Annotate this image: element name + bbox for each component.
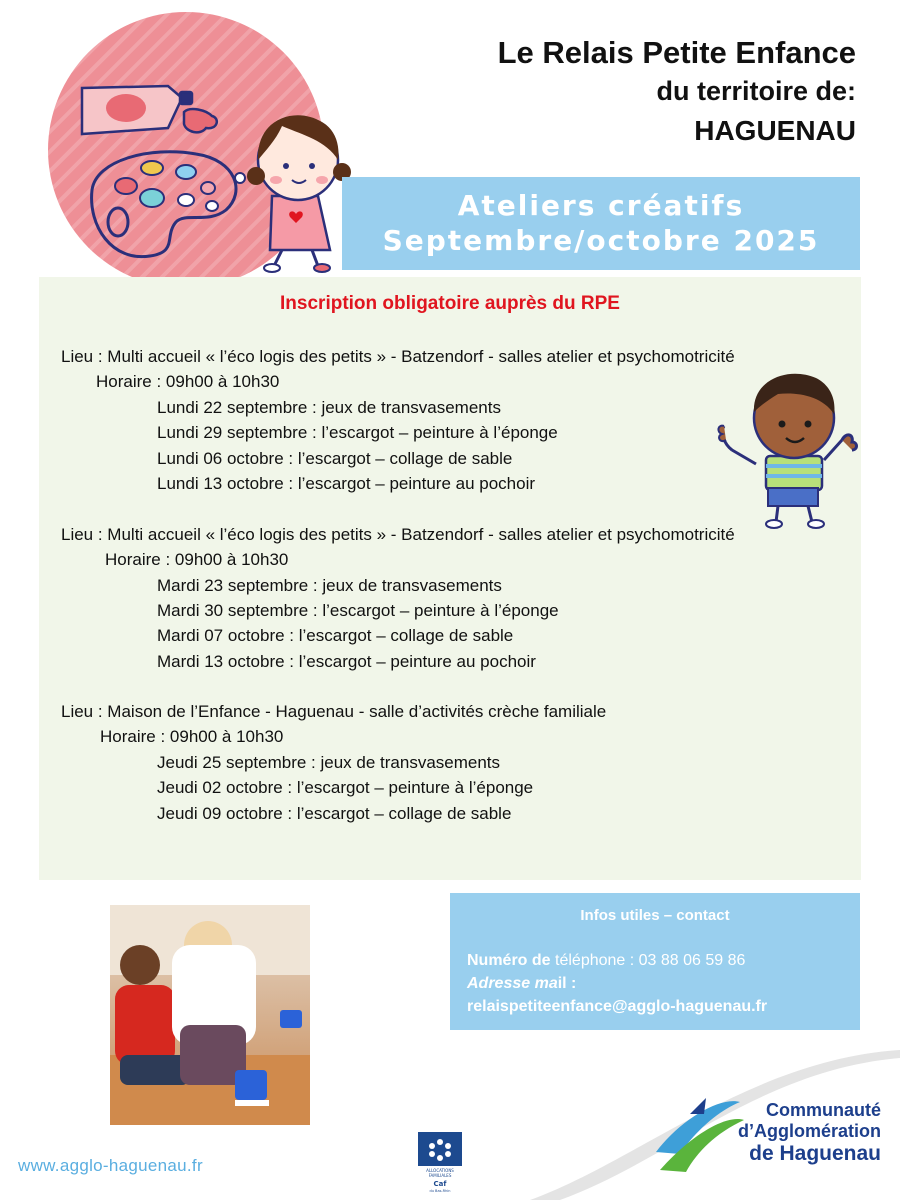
paint-palette-icon <box>0 0 360 290</box>
caf-logo <box>418 1132 462 1194</box>
boy-illustration <box>712 360 862 530</box>
caf-text-1: ALLOCATIONS <box>426 1168 454 1173</box>
mail-label-rest: il : <box>557 975 577 992</box>
banner-title: Ateliers créatifs <box>457 189 745 222</box>
caf-text-3: Caf <box>433 1180 447 1188</box>
header-title: Le Relais Petite Enfance <box>497 35 856 70</box>
mail-label: Adresse ma <box>467 975 558 992</box>
agglo-name <box>738 1100 881 1166</box>
session-2-atelier: Mardi 13 octobre : l’escargot – peinture au pochoir <box>157 652 536 671</box>
children-activity-photo <box>110 905 310 1125</box>
session-3-atelier: Jeudi 02 octobre : l’escargot – peinture à l’éponge <box>157 778 534 797</box>
phone-label: Numéro de <box>467 952 551 969</box>
agglo-line-2: d’Agglomération <box>738 1121 881 1141</box>
header-subtitle: du territoire de: <box>656 76 856 106</box>
session-1-horaire: Horaire : 09h00 à 10h30 <box>96 372 280 391</box>
website-link[interactable]: www.agglo-haguenau.fr <box>18 1156 203 1175</box>
session-3-horaire: Horaire : 09h00 à 10h30 <box>100 727 284 746</box>
agglo-line-1: Communauté <box>765 1100 881 1120</box>
session-3-atelier: Jeudi 09 octobre : l’escargot – collage de sable <box>157 804 512 823</box>
girl-illustration <box>235 115 351 272</box>
session-1-atelier: Lundi 06 octobre : l’escargot – collage de sable <box>157 449 513 468</box>
session-1-lieu: Lieu : Multi accueil « l’éco logis des petits » - Batzendorf - salles atelier et psychomotricité <box>61 347 735 366</box>
banner-period: Septembre/octobre 2025 <box>382 224 820 257</box>
caf-text-2: FAMILIALES <box>428 1173 452 1178</box>
paint-tube-icon <box>82 86 217 134</box>
phone-row <box>467 952 745 970</box>
email-link[interactable]: relaispetiteenfance@agglo-haguenau.fr <box>467 998 768 1015</box>
title-banner <box>342 177 860 270</box>
session-2-atelier: Mardi 30 septembre : l’escargot – peinture à l’éponge <box>157 601 559 620</box>
inscription-notice: Inscription obligatoire auprès du RPE <box>280 293 620 314</box>
session-3-atelier: Jeudi 25 septembre : jeux de transvasements <box>157 753 501 772</box>
contact-info-box <box>450 893 860 1030</box>
session-1-atelier: Lundi 13 octobre : l’escargot – peinture au pochoir <box>157 474 536 493</box>
session-3-lieu: Lieu : Maison de l’Enfance - Haguenau - salle d’activités crèche familiale <box>61 702 607 721</box>
agglo-line-3: de Haguenau <box>749 1142 881 1165</box>
mail-row <box>467 975 576 993</box>
caf-text-4: du Bas-Rhin <box>429 1189 451 1193</box>
session-2-atelier: Mardi 07 octobre : l’escargot – collage de sable <box>157 626 514 645</box>
session-1-atelier: Lundi 22 septembre : jeux de transvasements <box>157 398 501 417</box>
contact-title: Infos utiles – contact <box>580 907 730 924</box>
session-2-lieu: Lieu : Multi accueil « l’éco logis des petits » - Batzendorf - salles atelier et psychomotricité <box>61 525 735 544</box>
session-2-atelier: Mardi 23 septembre : jeux de transvasements <box>157 576 502 595</box>
session-2-horaire: Horaire : 09h00 à 10h30 <box>105 550 289 569</box>
phone-number: téléphone : 03 88 06 59 86 <box>550 952 746 969</box>
page-header <box>498 34 856 152</box>
session-1-atelier: Lundi 29 septembre : l’escargot – peinture à l’éponge <box>157 423 558 442</box>
header-city: HAGUENAU <box>694 115 856 146</box>
